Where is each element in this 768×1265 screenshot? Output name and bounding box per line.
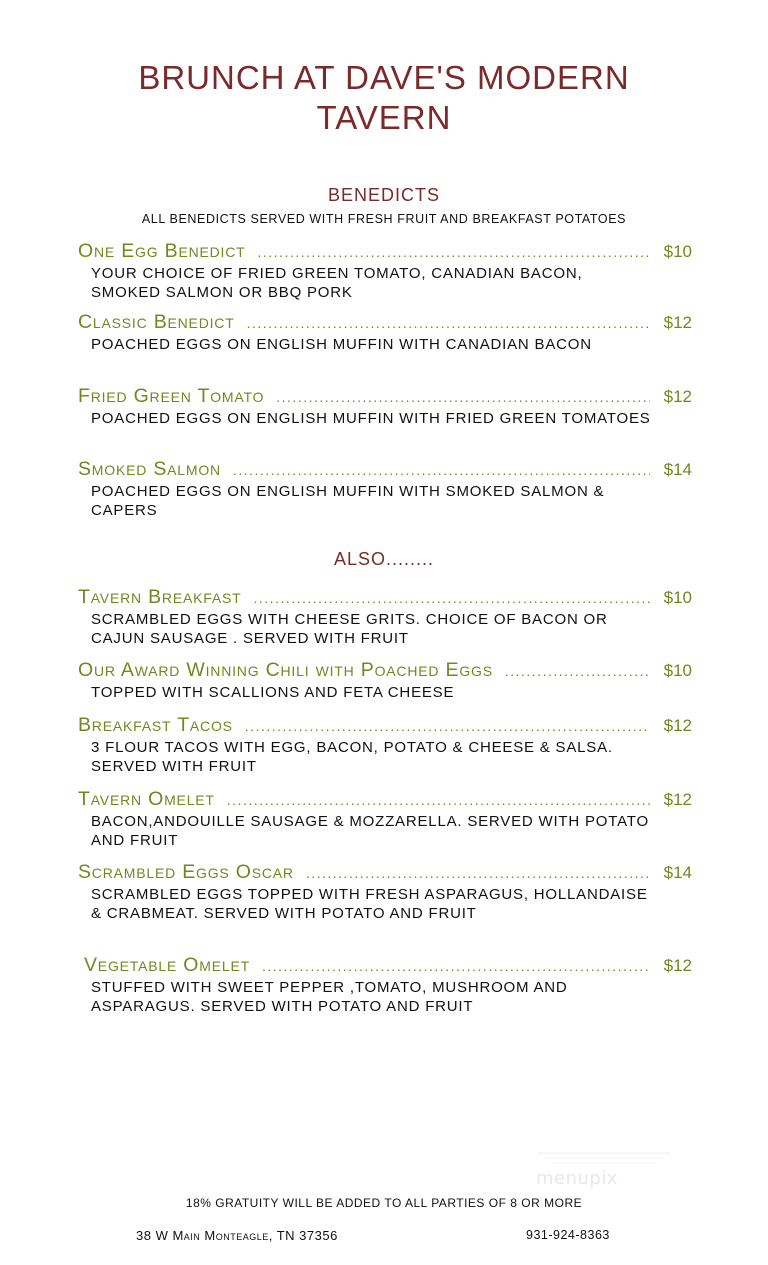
dot-leader bbox=[505, 664, 650, 678]
menu-item-name: Smoked Salmon bbox=[78, 458, 221, 480]
menu-item-description: POACHED EGGS ON ENGLISH MUFFIN WITH SMOKED SALMON & CAPERS bbox=[91, 483, 605, 519]
dot-leader bbox=[233, 463, 650, 477]
menu-item-name: One Egg Benedict bbox=[78, 240, 246, 262]
menu-item-description: BACON,ANDOUILLE SAUSAGE & MOZZARELLA. SERVED WITH POTATO AND FRUIT bbox=[91, 813, 649, 849]
menu-item-description: YOUR CHOICE OF FRIED GREEN TOMATO, CANADIAN BACON, SMOKED SALMON OR BBQ PORK bbox=[91, 265, 583, 301]
benedicts-heading: BENEDICTS bbox=[327, 185, 441, 205]
menu-item-price: $12 bbox=[663, 790, 692, 809]
page-title-line-1: BRUNCH AT DAVE'S MODERN bbox=[138, 59, 630, 96]
menu-item bbox=[78, 311, 692, 354]
page-title-line-2: TAVERN bbox=[316, 99, 452, 136]
page-title bbox=[0, 58, 768, 138]
address: 38 W Main Monteagle, TN 37356 bbox=[136, 1228, 338, 1243]
menu-item-name: Vegetable Omelet bbox=[84, 954, 250, 976]
menu-item-name: Breakfast Tacos bbox=[78, 714, 233, 736]
menu-item-name: Classic Benedict bbox=[78, 311, 235, 333]
menu-item-price: $12 bbox=[663, 313, 692, 332]
also-heading: ALSO........ bbox=[333, 549, 435, 569]
menu-item bbox=[78, 385, 692, 428]
menu-item-description: 3 FLOUR TACOS WITH EGG, BACON, POTATO & CHEESE & SALSA. SERVED WITH FRUIT bbox=[91, 739, 613, 775]
menupix-watermark bbox=[534, 1148, 674, 1198]
menu-item-description: POACHED EGGS ON ENGLISH MUFFIN WITH FRIED GREEN TOMATOES bbox=[91, 410, 651, 427]
phone-number: 931-924-8363 bbox=[526, 1228, 610, 1242]
menu-item-price: $12 bbox=[663, 716, 692, 735]
dot-leader bbox=[276, 390, 650, 404]
dot-leader bbox=[253, 591, 650, 605]
menu-item-description: SCRAMBLED EGGS TOPPED WITH FRESH ASPARAGUS, HOLLANDAISE & CRABMEAT. SERVED WITH POTATO AND FRUIT bbox=[91, 886, 648, 922]
dot-leader bbox=[245, 719, 650, 733]
menu-item-name: Fried Green Tomato bbox=[78, 385, 265, 407]
dot-leader bbox=[227, 793, 650, 807]
menu-item-description: TOPPED WITH SCALLIONS AND FETA CHEESE bbox=[91, 684, 455, 701]
menu-item-price: $10 bbox=[663, 588, 692, 607]
watermark-text: menupix bbox=[536, 1168, 619, 1189]
menu-item-description: POACHED EGGS ON ENGLISH MUFFIN WITH CANADIAN BACON bbox=[91, 336, 592, 353]
menu-item bbox=[78, 586, 692, 648]
dot-leader bbox=[262, 959, 650, 973]
menu-item bbox=[78, 714, 692, 776]
dot-leader bbox=[247, 316, 650, 330]
benedicts-subheading: ALL BENEDICTS SERVED WITH FRESH FRUIT AND BREAKFAST POTATOES bbox=[141, 212, 627, 226]
menu-item-price: $10 bbox=[663, 661, 692, 680]
menu-item-price: $14 bbox=[663, 460, 692, 479]
menu-item bbox=[78, 861, 692, 923]
menu-item bbox=[78, 788, 692, 850]
menu-item-name: Our Award Winning Chili with Poached Eggs bbox=[78, 659, 493, 681]
dot-leader bbox=[258, 245, 651, 259]
dot-leader bbox=[306, 866, 650, 880]
menu-item-price: $10 bbox=[663, 242, 692, 261]
menu-item-name: Tavern Breakfast bbox=[78, 586, 242, 608]
gratuity-note: 18% GRATUITY WILL BE ADDED TO ALL PARTIES OF 8 OR MORE bbox=[185, 1196, 583, 1210]
menu-item-name: Scrambled Eggs Oscar bbox=[78, 861, 294, 883]
menu-item bbox=[78, 458, 692, 520]
menu-item bbox=[78, 954, 692, 1016]
menu-item-price: $12 bbox=[663, 956, 692, 975]
menu-item bbox=[78, 240, 692, 302]
menu-item-description: SCRAMBLED EGGS WITH CHEESE GRITS. CHOICE OF BACON OR CAJUN SAUSAGE . SERVED WITH FRUIT bbox=[91, 611, 608, 647]
menu-item bbox=[78, 659, 692, 702]
menu-item-price: $12 bbox=[663, 387, 692, 406]
watermark-lines-icon bbox=[534, 1148, 674, 1168]
menu-item-price: $14 bbox=[663, 863, 692, 882]
menu-item-description: STUFFED WITH SWEET PEPPER ,TOMATO, MUSHROOM AND ASPARAGUS. SERVED WITH POTATO AND FRUIT bbox=[91, 979, 568, 1015]
menu-item-name: Tavern Omelet bbox=[78, 788, 215, 810]
